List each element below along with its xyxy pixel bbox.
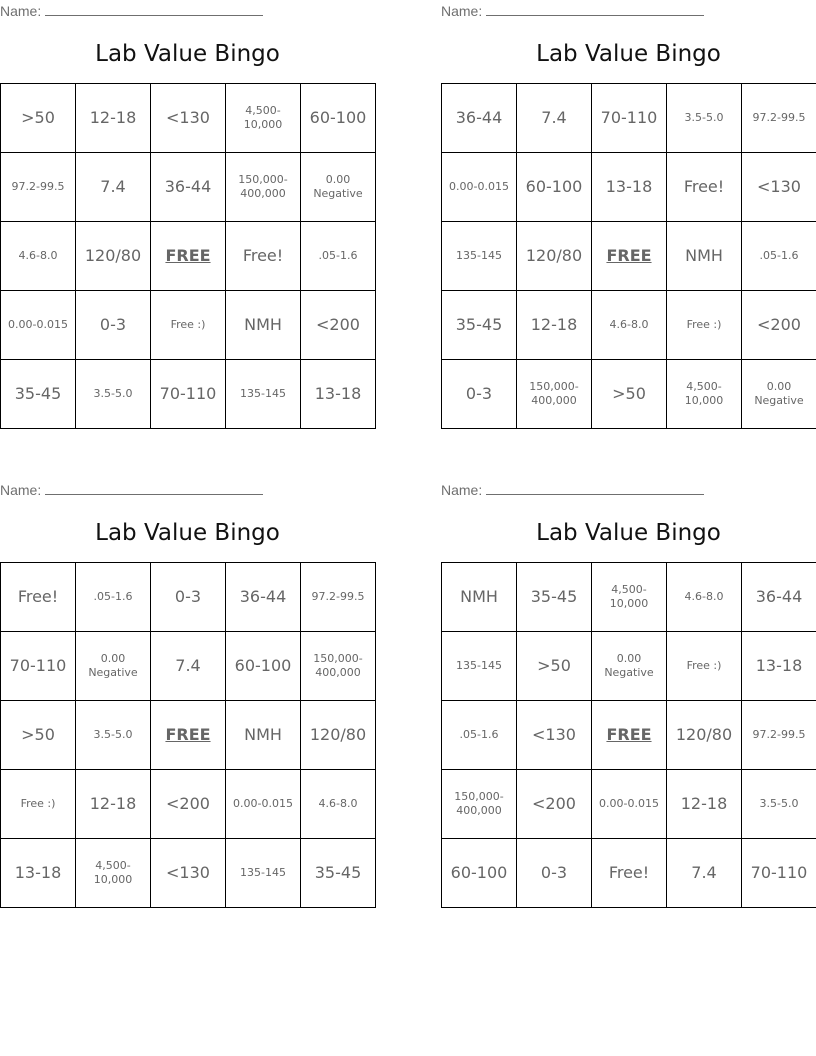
cell-text-line: 150,000- bbox=[454, 789, 504, 803]
bingo-cell[interactable]: 36-44 bbox=[742, 563, 816, 632]
bingo-cell[interactable]: 3.5-5.0 bbox=[667, 84, 742, 153]
bingo-cell[interactable]: 135-145 bbox=[442, 222, 517, 291]
bingo-row bbox=[442, 153, 816, 222]
cell-text-line: 10,000 bbox=[684, 394, 724, 407]
cell-text-line: 400,000 bbox=[456, 804, 502, 817]
bingo-cell[interactable]: Free :) bbox=[667, 291, 742, 360]
bingo-cell[interactable]: Free! bbox=[667, 153, 742, 222]
card-title: Lab Value Bingo bbox=[536, 41, 721, 67]
bingo-cell[interactable]: 0.00-0.015 bbox=[1, 291, 76, 360]
bingo-cell[interactable]: 70-110 bbox=[592, 84, 667, 153]
bingo-cell[interactable]: 12-18 bbox=[76, 770, 151, 839]
bingo-cell[interactable]: NMH bbox=[442, 563, 517, 632]
bingo-cell[interactable]: 4.6-8.0 bbox=[592, 291, 667, 360]
cell-text-line: 400,000 bbox=[240, 187, 286, 200]
card-title: Lab Value Bingo bbox=[95, 520, 280, 546]
bingo-cell[interactable]: 7.4 bbox=[151, 632, 226, 701]
bingo-cell[interactable] bbox=[301, 632, 376, 701]
bingo-cell[interactable]: Free! bbox=[592, 839, 667, 908]
card-title: Lab Value Bingo bbox=[536, 520, 721, 546]
bingo-row bbox=[1, 563, 376, 632]
name-blank-line[interactable] bbox=[45, 3, 263, 16]
bingo-cell[interactable] bbox=[592, 222, 667, 291]
name-label: Name: bbox=[0, 482, 42, 498]
bingo-cell[interactable] bbox=[151, 222, 226, 291]
bingo-cell[interactable]: >50 bbox=[1, 84, 76, 153]
bingo-cell[interactable]: 97.2-99.5 bbox=[742, 701, 816, 770]
bingo-cell[interactable]: 4.6-8.0 bbox=[667, 563, 742, 632]
bingo-cell[interactable]: .05-1.6 bbox=[442, 701, 517, 770]
cell-text-line: 400,000 bbox=[531, 394, 577, 407]
bingo-row bbox=[442, 839, 816, 908]
name-field bbox=[441, 482, 704, 498]
bingo-cell[interactable] bbox=[742, 360, 816, 429]
bingo-cell[interactable] bbox=[517, 360, 592, 429]
bingo-cell[interactable]: >50 bbox=[517, 632, 592, 701]
bingo-row bbox=[442, 84, 816, 153]
bingo-cell[interactable]: 135-145 bbox=[226, 360, 301, 429]
bingo-cell[interactable]: 97.2-99.5 bbox=[1, 153, 76, 222]
free-space-label: FREE bbox=[606, 245, 652, 265]
bingo-cell[interactable]: 13-18 bbox=[742, 632, 816, 701]
bingo-row bbox=[1, 222, 376, 291]
bingo-row bbox=[1, 360, 376, 429]
bingo-cell[interactable]: 12-18 bbox=[76, 84, 151, 153]
bingo-cell[interactable]: 70-110 bbox=[742, 839, 816, 908]
bingo-cell[interactable]: 60-100 bbox=[226, 632, 301, 701]
bingo-cell[interactable]: NMH bbox=[226, 701, 301, 770]
bingo-cell[interactable]: Free :) bbox=[1, 770, 76, 839]
bingo-cell[interactable]: Free :) bbox=[151, 291, 226, 360]
bingo-cell[interactable]: 0.00-0.015 bbox=[226, 770, 301, 839]
bingo-cell[interactable]: <130 bbox=[742, 153, 816, 222]
bingo-cell[interactable]: 7.4 bbox=[667, 839, 742, 908]
bingo-cell[interactable]: NMH bbox=[667, 222, 742, 291]
bingo-cell[interactable] bbox=[226, 153, 301, 222]
bingo-grid bbox=[441, 83, 816, 429]
cell-text-line: 4,500- bbox=[95, 858, 131, 872]
bingo-cell[interactable] bbox=[667, 360, 742, 429]
bingo-cell[interactable]: >50 bbox=[592, 360, 667, 429]
bingo-cell[interactable]: 0-3 bbox=[151, 563, 226, 632]
bingo-grid bbox=[441, 562, 816, 908]
bingo-cell[interactable]: 0.00-0.015 bbox=[592, 770, 667, 839]
bingo-grid bbox=[0, 83, 376, 429]
bingo-row bbox=[1, 84, 376, 153]
cell-text-line: 4,500- bbox=[245, 103, 281, 117]
bingo-row bbox=[442, 222, 816, 291]
bingo-cell[interactable]: .05-1.6 bbox=[76, 563, 151, 632]
bingo-cell[interactable] bbox=[592, 563, 667, 632]
bingo-cell[interactable]: <200 bbox=[742, 291, 816, 360]
bingo-cell[interactable]: NMH bbox=[226, 291, 301, 360]
cell-text-line: 10,000 bbox=[93, 873, 133, 886]
bingo-cell[interactable]: Free! bbox=[226, 222, 301, 291]
cell-text-line: 150,000- bbox=[238, 172, 288, 186]
bingo-cell[interactable]: .05-1.6 bbox=[742, 222, 816, 291]
bingo-cell[interactable]: 36-44 bbox=[226, 563, 301, 632]
bingo-cell[interactable]: 3.5-5.0 bbox=[742, 770, 816, 839]
bingo-row bbox=[442, 563, 816, 632]
bingo-cell[interactable]: >50 bbox=[1, 701, 76, 770]
cell-text-line: 0.00 bbox=[616, 651, 642, 665]
cell-text-line: 0.00 bbox=[766, 379, 792, 393]
bingo-cell[interactable]: 135-145 bbox=[226, 839, 301, 908]
bingo-row bbox=[1, 701, 376, 770]
bingo-cell[interactable] bbox=[301, 153, 376, 222]
cell-text-line: Negative bbox=[754, 394, 804, 407]
bingo-row bbox=[442, 360, 816, 429]
bingo-cell[interactable]: .05-1.6 bbox=[301, 222, 376, 291]
bingo-cell[interactable] bbox=[442, 770, 517, 839]
name-blank-line[interactable] bbox=[486, 482, 704, 495]
bingo-cell[interactable]: 60-100 bbox=[442, 839, 517, 908]
cell-text-line: Negative bbox=[604, 666, 654, 679]
cell-text-line: 150,000- bbox=[313, 651, 363, 665]
bingo-cell[interactable]: 35-45 bbox=[517, 563, 592, 632]
bingo-cell[interactable]: 0-3 bbox=[442, 360, 517, 429]
bingo-cell[interactable]: <130 bbox=[151, 84, 226, 153]
name-label: Name: bbox=[0, 3, 42, 19]
bingo-cell[interactable]: 70-110 bbox=[1, 632, 76, 701]
bingo-cell[interactable]: 13-18 bbox=[592, 153, 667, 222]
bingo-cell[interactable]: <200 bbox=[517, 770, 592, 839]
bingo-cell[interactable]: 0-3 bbox=[76, 291, 151, 360]
cell-text-line: 4,500- bbox=[686, 379, 722, 393]
bingo-cell[interactable]: 60-100 bbox=[517, 153, 592, 222]
bingo-cell[interactable]: 0.00-0.015 bbox=[442, 153, 517, 222]
bingo-row bbox=[442, 701, 816, 770]
name-label: Name: bbox=[441, 482, 483, 498]
bingo-cell[interactable]: 13-18 bbox=[1, 839, 76, 908]
free-space-label: FREE bbox=[165, 245, 211, 265]
bingo-cell[interactable]: 60-100 bbox=[301, 84, 376, 153]
bingo-cell[interactable] bbox=[151, 701, 226, 770]
bingo-cell[interactable]: 7.4 bbox=[76, 153, 151, 222]
cell-text-line: 0.00 bbox=[325, 172, 351, 186]
cell-text-line: 400,000 bbox=[315, 666, 361, 679]
name-field bbox=[0, 3, 263, 19]
bingo-cell[interactable]: 120/80 bbox=[517, 222, 592, 291]
bingo-cell[interactable]: 0-3 bbox=[517, 839, 592, 908]
bingo-row bbox=[1, 153, 376, 222]
cell-text-line: 150,000- bbox=[529, 379, 579, 393]
bingo-cell[interactable]: 120/80 bbox=[667, 701, 742, 770]
bingo-row bbox=[1, 632, 376, 701]
bingo-cell[interactable]: <130 bbox=[151, 839, 226, 908]
bingo-row bbox=[442, 770, 816, 839]
bingo-cell[interactable] bbox=[592, 632, 667, 701]
bingo-cell[interactable]: 7.4 bbox=[517, 84, 592, 153]
bingo-cell[interactable] bbox=[76, 839, 151, 908]
bingo-row bbox=[1, 291, 376, 360]
cell-text-line: 10,000 bbox=[243, 118, 283, 131]
bingo-cell[interactable]: 35-45 bbox=[1, 360, 76, 429]
bingo-cell[interactable]: 70-110 bbox=[151, 360, 226, 429]
free-space-label: FREE bbox=[606, 724, 652, 744]
bingo-cell[interactable]: 4.6-8.0 bbox=[301, 770, 376, 839]
bingo-cell[interactable]: 3.5-5.0 bbox=[76, 701, 151, 770]
bingo-cell[interactable]: 12-18 bbox=[517, 291, 592, 360]
bingo-row bbox=[1, 770, 376, 839]
bingo-cell[interactable]: 4.6-8.0 bbox=[1, 222, 76, 291]
cell-text-line: 4,500- bbox=[611, 582, 647, 596]
card-title: Lab Value Bingo bbox=[95, 41, 280, 67]
bingo-row bbox=[442, 291, 816, 360]
bingo-cell[interactable]: 97.2-99.5 bbox=[742, 84, 816, 153]
cell-text-line: Negative bbox=[88, 666, 138, 679]
bingo-cell[interactable]: 35-45 bbox=[301, 839, 376, 908]
cell-text-line: Negative bbox=[313, 187, 363, 200]
bingo-cell[interactable] bbox=[76, 632, 151, 701]
bingo-cell[interactable]: Free :) bbox=[667, 632, 742, 701]
bingo-cell[interactable]: 12-18 bbox=[667, 770, 742, 839]
name-field bbox=[0, 482, 263, 498]
bingo-cell[interactable]: <200 bbox=[301, 291, 376, 360]
bingo-cell[interactable]: 135-145 bbox=[442, 632, 517, 701]
name-label: Name: bbox=[441, 3, 483, 19]
bingo-cell[interactable]: 35-45 bbox=[442, 291, 517, 360]
bingo-grid bbox=[0, 562, 376, 908]
name-blank-line[interactable] bbox=[486, 3, 704, 16]
bingo-cell[interactable]: <200 bbox=[151, 770, 226, 839]
free-space-label: FREE bbox=[165, 724, 211, 744]
name-blank-line[interactable] bbox=[45, 482, 263, 495]
bingo-row bbox=[442, 632, 816, 701]
bingo-cell[interactable]: 97.2-99.5 bbox=[301, 563, 376, 632]
bingo-cell[interactable]: Free! bbox=[1, 563, 76, 632]
bingo-cell[interactable]: 120/80 bbox=[76, 222, 151, 291]
cell-text-line: 10,000 bbox=[609, 597, 649, 610]
bingo-cell[interactable]: 13-18 bbox=[301, 360, 376, 429]
bingo-cell[interactable] bbox=[226, 84, 301, 153]
bingo-row bbox=[1, 839, 376, 908]
bingo-cell[interactable]: 120/80 bbox=[301, 701, 376, 770]
bingo-cell[interactable]: 36-44 bbox=[151, 153, 226, 222]
bingo-cell[interactable]: <130 bbox=[517, 701, 592, 770]
bingo-cell[interactable]: 36-44 bbox=[442, 84, 517, 153]
name-field bbox=[441, 3, 704, 19]
cell-text-line: 0.00 bbox=[100, 651, 126, 665]
bingo-cell[interactable] bbox=[592, 701, 667, 770]
bingo-cell[interactable]: 3.5-5.0 bbox=[76, 360, 151, 429]
